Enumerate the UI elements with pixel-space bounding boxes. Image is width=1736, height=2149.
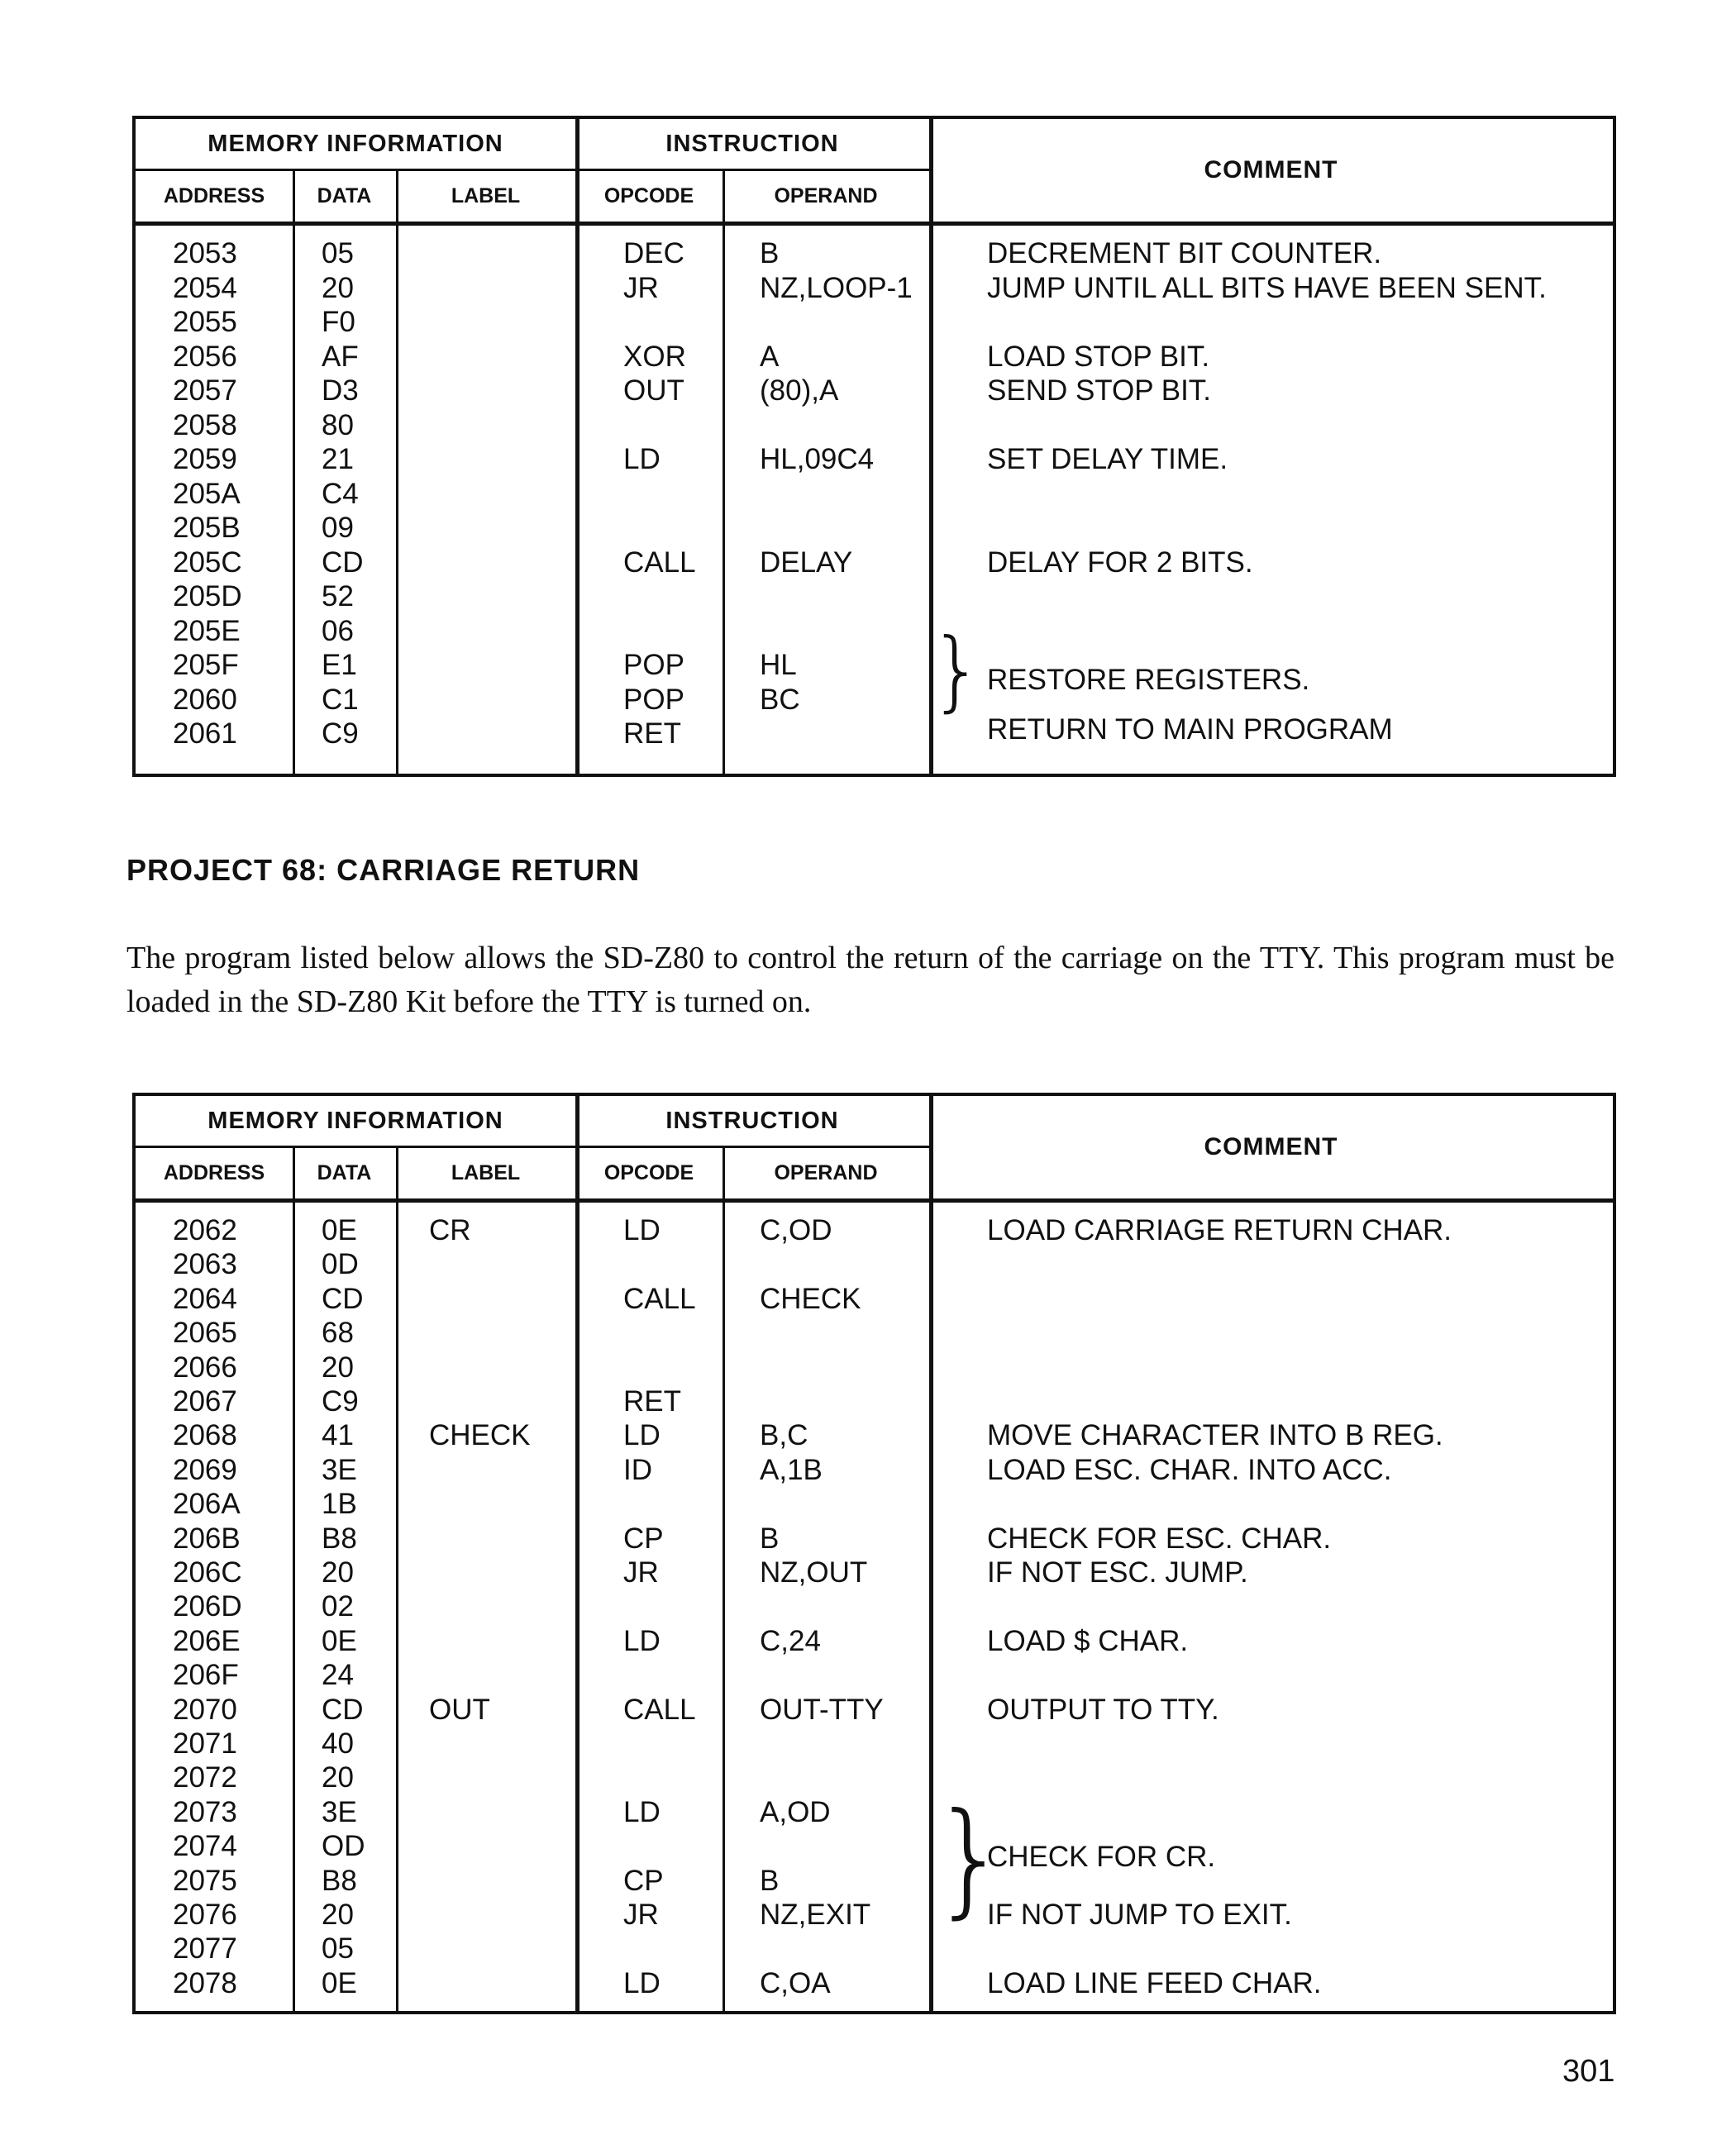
data-cell: 09 xyxy=(322,512,354,544)
table-row xyxy=(136,477,1613,511)
data-cell: OD xyxy=(322,1830,365,1863)
address-cell: 206F xyxy=(173,1659,239,1692)
address-cell: 2071 xyxy=(173,1727,237,1760)
comment-cell: LOAD $ CHAR. xyxy=(987,1624,1189,1657)
opcode-cell: POP xyxy=(623,649,684,681)
address-cell: 206A xyxy=(173,1488,241,1521)
data-cell: F0 xyxy=(322,306,355,338)
right-brace: } xyxy=(931,1787,1010,1931)
data-cell: 3E xyxy=(322,1795,357,1828)
data-cell: B8 xyxy=(322,1522,357,1555)
address-cell: 2076 xyxy=(173,1899,237,1931)
address-cell: 2062 xyxy=(173,1214,237,1246)
table-row xyxy=(136,408,1613,442)
address-cell: 206C xyxy=(173,1556,242,1589)
opcode-cell: JR xyxy=(623,1899,659,1931)
data-cell: C4 xyxy=(322,477,359,510)
table-row xyxy=(136,546,1613,579)
data-cell: 52 xyxy=(322,580,354,612)
label-cell: CR xyxy=(429,1214,471,1246)
operand-header: OPERAND xyxy=(774,1161,878,1184)
opcode-cell: RET xyxy=(623,1385,681,1418)
operand-cell: BC xyxy=(760,683,800,716)
address-cell: 205D xyxy=(173,580,242,612)
opcode-cell: JR xyxy=(623,1556,659,1589)
opcode-cell: CP xyxy=(623,1864,664,1897)
address-cell: 2064 xyxy=(173,1282,237,1315)
address-cell: 2067 xyxy=(173,1385,237,1418)
address-cell: 2060 xyxy=(173,683,237,716)
address-cell: 2057 xyxy=(173,374,237,407)
opcode-cell: RET xyxy=(623,717,681,750)
data-header: DATA xyxy=(317,184,372,207)
opcode-cell: CALL xyxy=(623,546,696,579)
comment-cell: LOAD STOP BIT. xyxy=(987,340,1210,373)
data-cell: 21 xyxy=(322,443,354,475)
page-number: 301 xyxy=(1562,2054,1615,2089)
opcode-cell: LD xyxy=(623,1795,661,1828)
data-cell: 20 xyxy=(322,1351,354,1384)
data-cell: 02 xyxy=(322,1590,354,1623)
comment-cell: JUMP UNTIL ALL BITS HAVE BEEN SENT. xyxy=(987,271,1547,304)
project-heading: PROJECT 68: CARRIAGE RETURN xyxy=(126,853,641,887)
operand-cell: B,C xyxy=(760,1419,808,1452)
data-cell: 20 xyxy=(322,271,354,304)
address-cell: 2074 xyxy=(173,1830,237,1863)
memory-information-header: MEMORY INFORMATION xyxy=(136,119,575,171)
comment-cell: SEND STOP BIT. xyxy=(987,374,1212,407)
data-cell: 1B xyxy=(322,1488,357,1521)
operand-header: OPERAND xyxy=(774,184,878,207)
comment-header: COMMENT xyxy=(1204,1133,1338,1160)
operand-cell: HL,09C4 xyxy=(760,443,875,475)
table-row xyxy=(136,1522,1613,1556)
address-cell: 205F xyxy=(173,649,239,681)
address-cell: 206E xyxy=(173,1624,241,1657)
operand-cell: C,24 xyxy=(760,1624,821,1657)
data-cell: E1 xyxy=(322,649,357,681)
table-row xyxy=(136,1932,1613,1966)
table-header xyxy=(136,119,1613,226)
operand-cell: B xyxy=(760,237,780,269)
comment-cell: CHECK FOR ESC. CHAR. xyxy=(987,1522,1332,1555)
address-cell: 2059 xyxy=(173,443,237,475)
instruction-header: INSTRUCTION xyxy=(575,119,929,171)
brace-comment: RESTORE REGISTERS. xyxy=(987,664,1310,696)
comment-cell: DECREMENT BIT COUNTER. xyxy=(987,237,1382,269)
table-row xyxy=(136,1282,1613,1316)
table-row xyxy=(136,271,1613,305)
data-cell: CD xyxy=(322,1693,364,1726)
label-cell: CHECK xyxy=(429,1419,531,1452)
instruction-header: INSTRUCTION xyxy=(575,1096,929,1148)
address-cell: 2072 xyxy=(173,1761,237,1794)
comment-cell: DELAY FOR 2 BITS. xyxy=(987,546,1253,579)
operand-cell: CHECK xyxy=(760,1282,861,1315)
label-header: LABEL xyxy=(451,184,521,207)
address-cell: 2056 xyxy=(173,340,237,373)
data-cell: C9 xyxy=(322,717,359,750)
comment-cell: LOAD ESC. CHAR. INTO ACC. xyxy=(987,1453,1392,1486)
address-cell: 2065 xyxy=(173,1317,237,1350)
comment-cell: LOAD CARRIAGE RETURN CHAR. xyxy=(987,1214,1452,1246)
return-comment: RETURN TO MAIN PROGRAM xyxy=(987,713,1393,746)
address-cell: 206D xyxy=(173,1590,242,1623)
operand-cell: NZ,OUT xyxy=(760,1556,868,1589)
data-cell: C9 xyxy=(322,1385,359,1418)
comment-cell: SET DELAY TIME. xyxy=(987,443,1228,475)
comment-cell: MOVE CHARACTER INTO B REG. xyxy=(987,1419,1443,1452)
data-cell: CD xyxy=(322,1282,364,1315)
data-cell: 40 xyxy=(322,1727,354,1760)
address-cell: 2053 xyxy=(173,237,237,269)
address-cell: 2054 xyxy=(173,271,237,304)
opcode-cell: XOR xyxy=(623,340,686,373)
comment-header: COMMENT xyxy=(1204,156,1338,183)
table-row xyxy=(136,1247,1613,1281)
data-cell: 06 xyxy=(322,614,354,647)
opcode-cell: CP xyxy=(623,1522,664,1555)
data-cell: 68 xyxy=(322,1317,354,1350)
table-row xyxy=(136,511,1613,545)
opcode-cell: JR xyxy=(623,271,659,304)
brace-comment-row xyxy=(136,1840,1613,1874)
table-row xyxy=(136,1453,1613,1487)
operand-cell: (80),A xyxy=(760,374,839,407)
opcode-cell: LD xyxy=(623,443,661,475)
address-cell: 2066 xyxy=(173,1351,237,1384)
address-cell: 2075 xyxy=(173,1864,237,1897)
operand-cell: A,OD xyxy=(760,1795,831,1828)
table-row xyxy=(136,1966,1613,2000)
opcode-cell: CALL xyxy=(623,1282,696,1315)
label-header: LABEL xyxy=(451,1161,521,1184)
data-cell: 05 xyxy=(322,1932,354,1966)
table-row xyxy=(136,1487,1613,1521)
table-row xyxy=(136,1316,1613,1350)
opcode-cell: POP xyxy=(623,683,684,716)
data-cell: 3E xyxy=(322,1453,357,1486)
listing-table-1 xyxy=(132,116,1616,777)
table-row xyxy=(136,305,1613,339)
data-cell: 0E xyxy=(322,1624,357,1657)
operand-cell: B xyxy=(760,1864,780,1897)
operand-cell: C,OA xyxy=(760,1966,831,1999)
data-cell: 0E xyxy=(322,1214,357,1246)
operand-cell: NZ,EXIT xyxy=(760,1899,871,1931)
operand-cell: NZ,LOOP-1 xyxy=(760,271,913,304)
table-row xyxy=(136,579,1613,613)
table-row xyxy=(136,614,1613,648)
operand-cell: OUT-TTY xyxy=(760,1693,884,1726)
brace-comment: CHECK FOR CR. xyxy=(987,1841,1216,1873)
operand-cell: HL xyxy=(760,649,797,681)
address-header: ADDRESS xyxy=(163,184,265,207)
operand-cell: A xyxy=(760,340,780,373)
data-cell: 41 xyxy=(322,1419,354,1452)
table-row xyxy=(136,1727,1613,1761)
table-row xyxy=(136,1795,1613,1829)
brace-comment-row xyxy=(136,663,1613,697)
label-cell: OUT xyxy=(429,1693,490,1726)
data-cell: 24 xyxy=(322,1659,354,1692)
address-cell: 2078 xyxy=(173,1966,237,1999)
opcode-cell: LD xyxy=(623,1419,661,1452)
address-cell: 205B xyxy=(173,512,241,544)
address-cell: 206B xyxy=(173,1522,241,1555)
final-comment-row xyxy=(136,712,1613,746)
table-row xyxy=(136,1351,1613,1384)
opcode-cell: OUT xyxy=(623,374,684,407)
address-cell: 2077 xyxy=(173,1932,237,1966)
table-row xyxy=(136,1693,1613,1727)
table-row xyxy=(136,1898,1613,1932)
data-cell: 05 xyxy=(322,237,354,269)
data-cell: B8 xyxy=(322,1864,357,1897)
data-header: DATA xyxy=(317,1161,372,1184)
data-cell: 20 xyxy=(322,1556,354,1589)
table-row xyxy=(136,1556,1613,1589)
operand-cell: B xyxy=(760,1522,780,1555)
address-cell: 2058 xyxy=(173,408,237,441)
table-row xyxy=(136,236,1613,270)
data-cell: D3 xyxy=(322,374,359,407)
address-cell: 2061 xyxy=(173,717,237,750)
address-cell: 2068 xyxy=(173,1419,237,1452)
address-cell: 2063 xyxy=(173,1248,237,1281)
address-cell: 205A xyxy=(173,477,241,510)
data-cell: C1 xyxy=(322,683,359,716)
comment-cell: LOAD LINE FEED CHAR. xyxy=(987,1966,1322,1999)
table-row xyxy=(136,1384,1613,1418)
memory-information-header: MEMORY INFORMATION xyxy=(136,1096,575,1148)
data-cell: 20 xyxy=(322,1761,354,1794)
address-cell: 2055 xyxy=(173,306,237,338)
opcode-header: OPCODE xyxy=(603,1161,694,1184)
table-row xyxy=(136,1624,1613,1658)
table-row xyxy=(136,340,1613,374)
listing-table-2 xyxy=(132,1093,1616,2014)
address-cell: 2073 xyxy=(173,1795,237,1828)
opcode-cell: LD xyxy=(623,1624,661,1657)
table-row xyxy=(136,374,1613,407)
data-cell: 80 xyxy=(322,408,354,441)
table-row xyxy=(136,1589,1613,1623)
opcode-cell: LD xyxy=(623,1966,661,1999)
data-cell: 20 xyxy=(322,1899,354,1931)
table-row xyxy=(136,442,1613,476)
data-cell: 0E xyxy=(322,1966,357,1999)
data-cell: AF xyxy=(322,340,359,373)
operand-cell: DELAY xyxy=(760,546,853,579)
address-cell: 2069 xyxy=(173,1453,237,1486)
table-row xyxy=(136,1418,1613,1452)
table-header xyxy=(136,1096,1613,1203)
table-row xyxy=(136,1213,1613,1247)
opcode-cell: DEC xyxy=(623,237,684,269)
right-brace: } xyxy=(929,620,985,721)
comment-cell: IF NOT JUMP TO EXIT. xyxy=(987,1899,1292,1931)
data-cell: 0D xyxy=(322,1248,359,1281)
data-cell: CD xyxy=(322,546,364,579)
table-row xyxy=(136,1658,1613,1692)
opcode-cell: ID xyxy=(623,1453,652,1486)
operand-cell: C,OD xyxy=(760,1214,832,1246)
comment-cell: IF NOT ESC. JUMP. xyxy=(987,1556,1248,1589)
operand-cell: A,1B xyxy=(760,1453,823,1486)
address-header: ADDRESS xyxy=(163,1161,265,1184)
address-cell: 205C xyxy=(173,546,242,579)
address-cell: 205E xyxy=(173,614,241,647)
opcode-header: OPCODE xyxy=(603,184,694,207)
comment-cell: OUTPUT TO TTY. xyxy=(987,1693,1219,1726)
address-cell: 2070 xyxy=(173,1693,237,1726)
table-row xyxy=(136,1761,1613,1794)
opcode-cell: LD xyxy=(623,1214,661,1246)
opcode-cell: CALL xyxy=(623,1693,696,1726)
intro-paragraph: The program listed below allows the SD-Z80 to control the return of the carriage on the TTY. This program must be loaded in the SD-Z80 Kit before the TTY is turned on. xyxy=(126,941,1614,1019)
